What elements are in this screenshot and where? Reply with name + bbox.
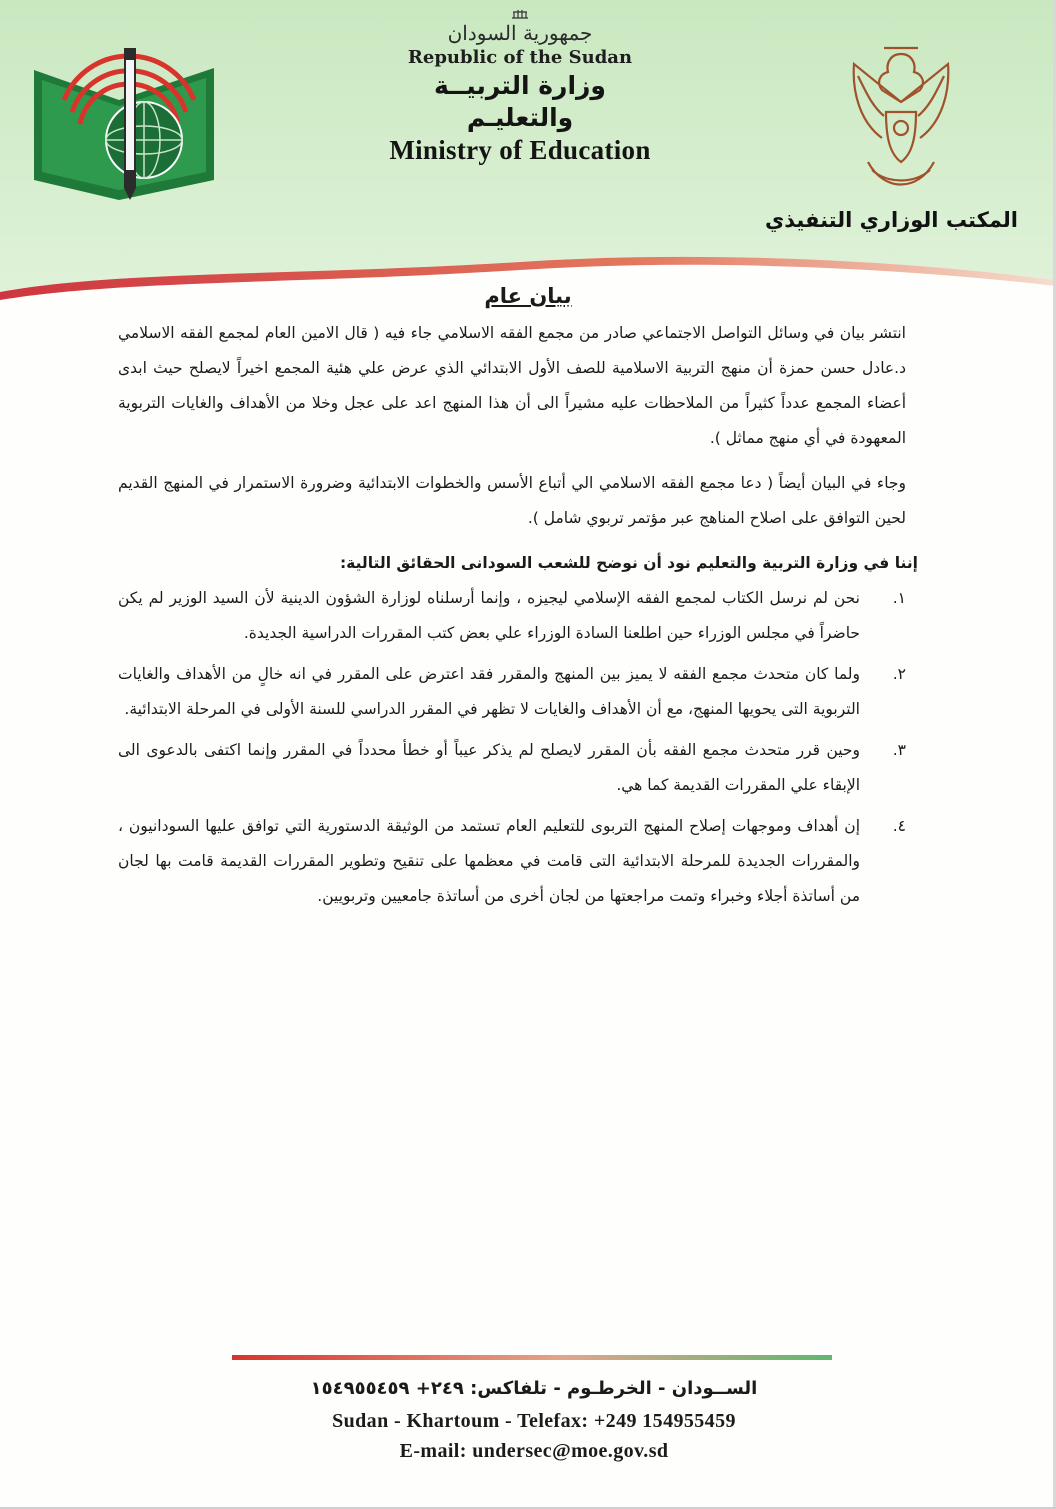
footer-address-english: Sudan - Khartoum - Telefax: +249 154955459 [332,1410,736,1432]
footer-email: E-mail: undersec@moe.gov.sd [399,1440,669,1462]
statement-paragraph-2: وجاء في البيان أيضاً ( دعا مجمع الفقه الاسلامي الي أتباع الأسس والخطوات الابتدائية وضرورة الاستمرار في المنهج القديم لحين التوافق على اصلاح المناهج عبر مؤتمر تربوي شامل ). [118,474,906,527]
letterhead-title-block [380,6,660,166]
small-crest-icon [510,6,530,20]
ministry-logo [24,40,229,200]
republic-english-name: Republic of the Sudan [407,47,633,68]
ministry-english-name: Ministry of Education [389,135,651,165]
fact-text: نحن لم نرسل الكتاب لمجمع الفقه الإسلامي ليجيزه ، وإنما أرسلناه لوزارة الشؤون الدينية لأن السيد الوزير لم يكن حاضراً في مجلس الوزراء حين اطلعنا السادة الوزراء علي بعض كتب المقررات الدراسية الجديدة. [118,589,860,642]
statement-paragraph-1: انتشر بيان في وسائل التواصل الاجتماعي صادر من مجمع الفقه الاسلامي جاء فيه ( قال الامين العام لمجمع الفقه الاسلامي د.عادل حسن حمزة أن منهج التربية الاسلامية للصف الأول الابتدائي الذي عرض علي هئية المجمع اخيراً لايصلح حيث ابدى أعضاء المجمع عدداً كثيراً من الملاحظات عليه مشيراً الى أن هذا المنهج اعد على عجل وخلا من الأهداف والغايات التربوية المعهودة في أي منهج مماثل ). [118,324,906,447]
footer-divider [232,1355,832,1360]
fact-item [118,581,906,651]
document-body [118,316,918,920]
fact-text: وحين قرر متحدث مجمع الفقه بأن المقرر لايصلح لم يذكر عيباً أو خطأ محدداً في المقرر وإنما اكتفى بالدعوى الى الإبقاء علي المقررات القديمة كما هي. [118,741,860,794]
fact-item [118,809,906,914]
fact-text: ولما كان متحدث مجمع الفقه لا يميز بين المنهج والمقرر فقد اعترض على المقرر في انه خالٍ من الأهداف والغايات التربوية التى يحويها المنهج، مع أن الأهداف والغايات لا تظهر في المقرر الدراسي للسنة الأولى في المرحلة الابتدائية. [118,665,860,718]
fact-text: إن أهداف وموجهات إصلاح المنهج التربوى للتعليم العام تستمد من الوثيقة الدستورية التي توافق عليها السودانيون ، والمقررات الجديدة للمرحلة الابتدائية التى قامت في معظمها على تنقيح وتطوير المقررات القديمة قامت بها لجان من أساتذة أجلاء وخبراء وتمت مراجعتها من لجان أخرى من أساتذة جامعيين وتربويين. [118,817,860,905]
fact-item [118,733,906,803]
facts-heading: إننا في وزارة التربية والتعليم نود أن نوضح للشعب السودانى الحقائق التالية: [339,554,918,572]
footer-contact [228,1372,840,1466]
sudan-coat-of-arms [842,42,960,200]
footer-address-arabic: الســودان - الخرطـوم - تلفاكس: ٢٤٩+ ١٥٤٩٥٥٤٥٩ [310,1378,758,1399]
document-title: بيان عام [484,284,572,308]
fact-item [118,657,906,727]
fact-number: ٤. [892,817,906,835]
republic-arabic-name: جمهورية السودان [447,21,593,45]
fact-number: ٣. [892,741,906,759]
fact-number: ١. [892,589,906,607]
ministry-arabic-name: وزارة التربيــة والتعليـم [434,71,606,132]
executive-office-label: المكتب الوزاري التنفيذي [765,208,1018,232]
fact-number: ٢. [892,665,906,683]
